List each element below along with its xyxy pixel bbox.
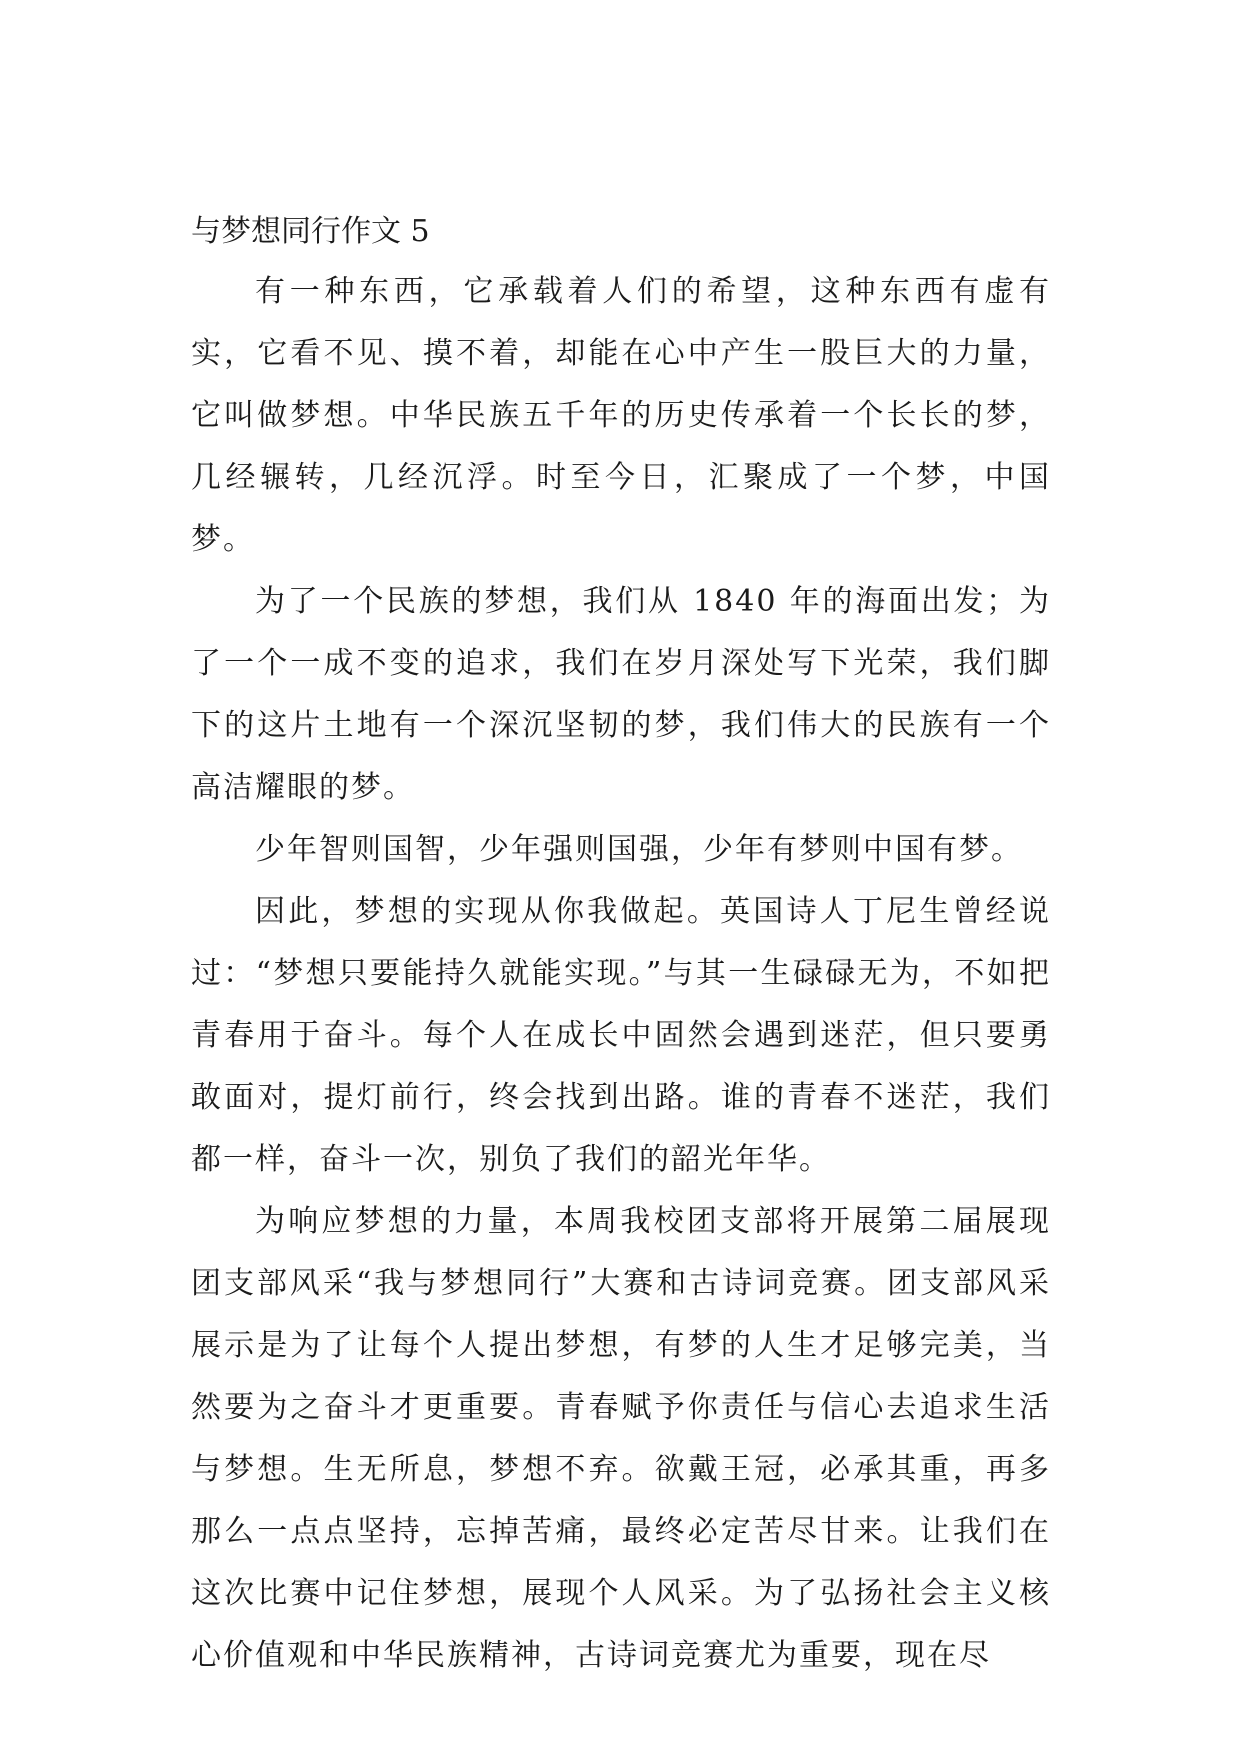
document-title: 与梦想同行作文 5 bbox=[191, 214, 430, 249]
paragraph-5: 为响应梦想的力量，本周我校团支部将开展第二届展现团支部风采“我与梦想同行”大赛和古诗词竞赛。团支部风采展示是为了让每个人提出梦想，有梦的人生才足够完美，当然要为之奋斗才更重要。青春赋予你责任与信心去追求生活与梦想。生无所息，梦想不弃。欲戴王冠，必承其重，再多那么一点点坚持，忘掉苦痛，最终必定苦尽甘来。让我们在这次比赛中记住梦想，展现个人风采。为了弘扬社会主义核心价值观和中华民族精神，古诗词竞赛尤为重要，现在尽 bbox=[191, 1204, 1051, 1673]
paragraph-3: 少年智则国智，少年强则国强，少年有梦则中国有梦。 bbox=[255, 832, 1023, 867]
paragraph-1: 有一种东西，它承载着人们的希望，这种东西有虚有实，它看不见、摸不着，却能在心中产生一股巨大的力量，它叫做梦想。中华民族五千年的历史传承着一个长长的梦，几经辗转，几经沉浮。时至今日，汇聚成了一个梦，中国梦。 bbox=[191, 274, 1051, 557]
paragraph-2: 为了一个民族的梦想，我们从 1840 年的海面出发；为了一个一成不变的追求，我们在岁月深处写下光荣，我们脚下的这片土地有一个深沉坚韧的梦，我们伟大的民族有一个高洁耀眼的梦。 bbox=[191, 584, 1051, 805]
paragraph-4: 因此，梦想的实现从你我做起。英国诗人丁尼生曾经说过：“梦想只要能持久就能实现。”与其一生碌碌无为，不如把青春用于奋斗。每个人在成长中固然会遇到迷茫，但只要勇敢面对，提灯前行，终会找到出路。谁的青春不迷茫，我们都一样，奋斗一次，别负了我们的韶光年华。 bbox=[191, 894, 1051, 1177]
document-body bbox=[191, 212, 1051, 1687]
